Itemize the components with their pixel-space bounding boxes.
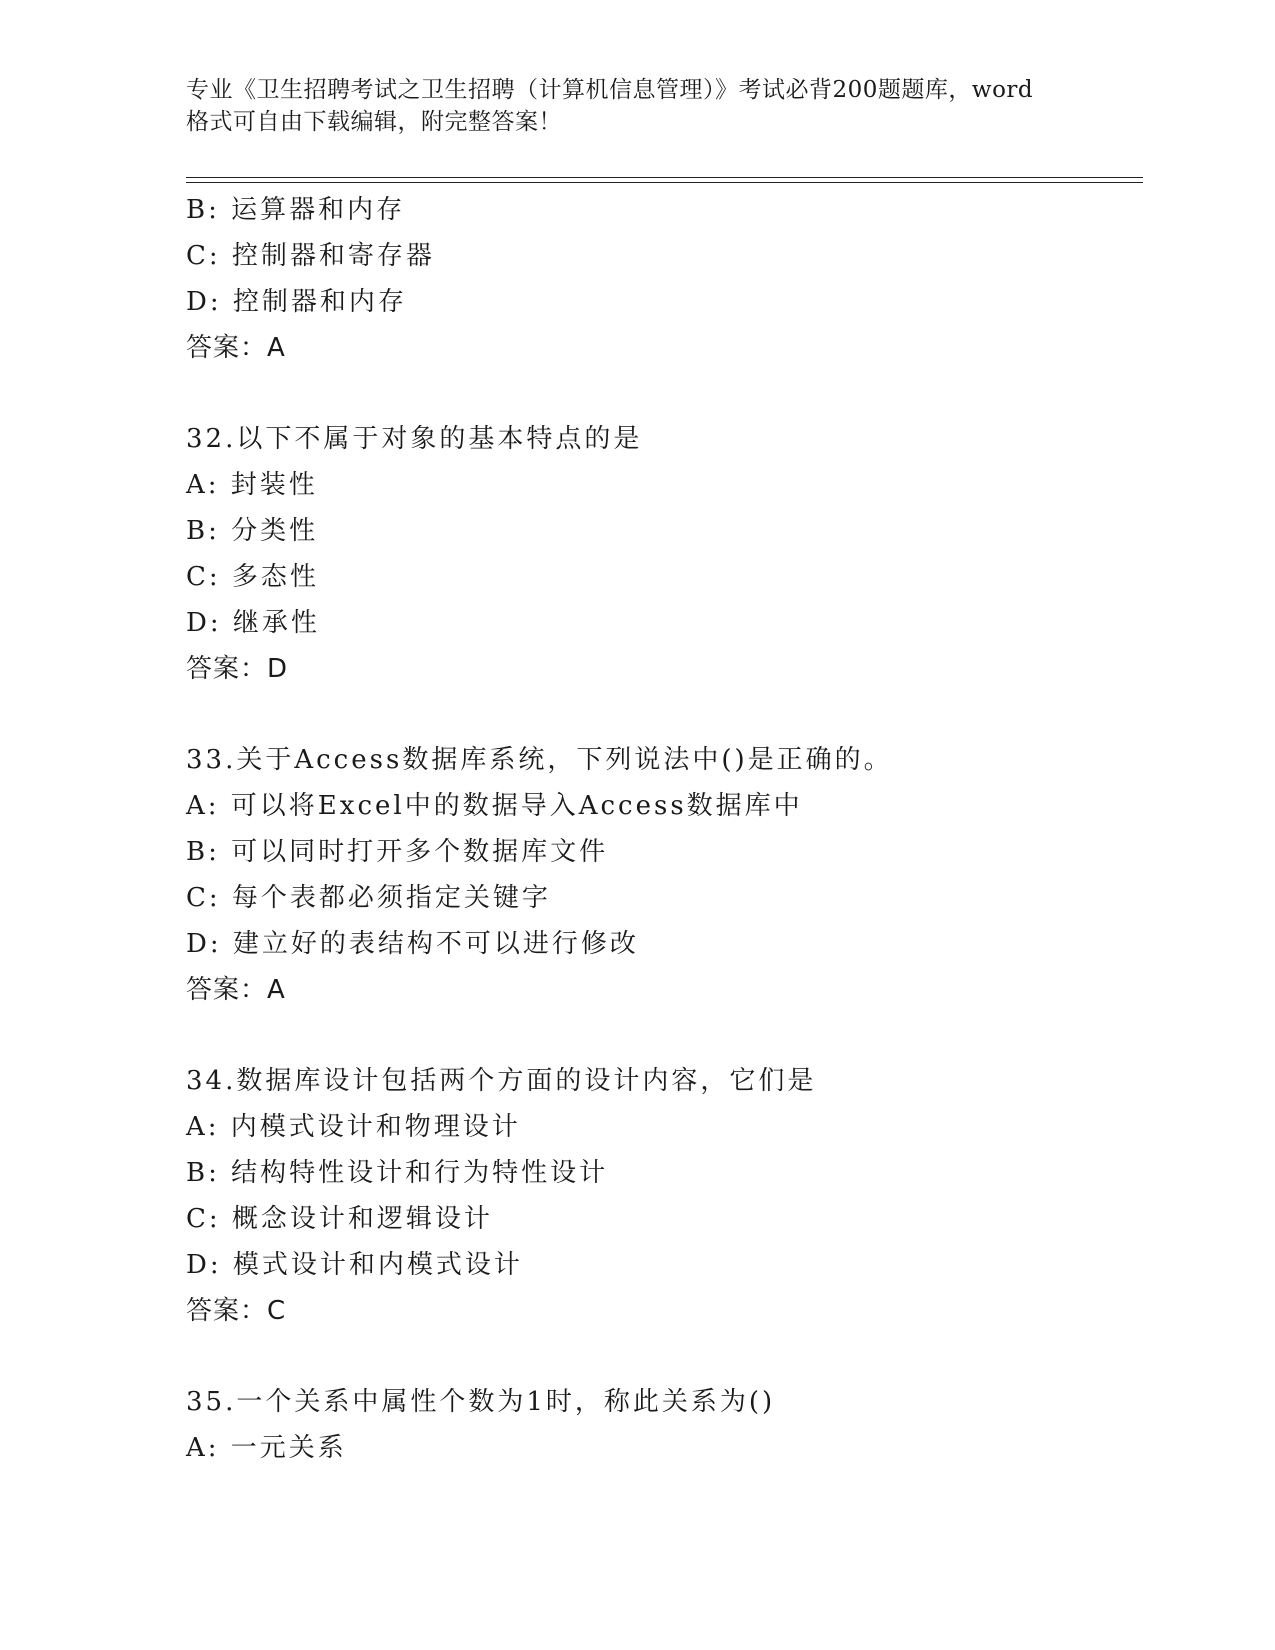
question-stem: 34.数据库设计包括两个方面的设计内容，它们是 <box>186 1066 817 1096</box>
option-b: B: 分类性 <box>186 516 319 546</box>
question-34 <box>186 1058 1146 1334</box>
option-a: A: 封装性 <box>186 470 318 500</box>
question-32 <box>186 416 1146 692</box>
option-d: D: 继承性 <box>186 608 320 638</box>
answer-line: 答案：D <box>186 654 289 684</box>
answer-line: 答案：A <box>186 975 286 1005</box>
answer-line: 答案：C <box>186 1296 287 1326</box>
question-stem: 33.关于Access数据库系统，下列说法中()是正确的。 <box>186 745 893 775</box>
document-header <box>186 74 1086 138</box>
header-divider-top <box>186 177 1143 178</box>
option-c: C: 控制器和寄存器 <box>186 241 435 271</box>
header-line-1: 专业《卫生招聘考试之卫生招聘（计算机信息管理）》考试必背200题题库，word <box>186 77 1034 103</box>
option-d: D: 控制器和内存 <box>186 287 407 317</box>
option-c: C: 概念设计和逻辑设计 <box>186 1204 493 1234</box>
option-b: B: 结构特性设计和行为特性设计 <box>186 1158 609 1188</box>
question-stem: 32.以下不属于对象的基本特点的是 <box>186 424 643 454</box>
option-d: D: 模式设计和内模式设计 <box>186 1250 523 1280</box>
option-a: A: 可以将Excel中的数据导入Access数据库中 <box>186 791 803 821</box>
option-b: B: 可以同时打开多个数据库文件 <box>186 837 609 867</box>
question-35 <box>186 1379 1146 1471</box>
question-list <box>186 187 1146 1471</box>
header-line-2: 格式可自由下载编辑，附完整答案！ <box>186 109 562 135</box>
option-c: C: 多态性 <box>186 562 319 592</box>
answer-line: 答案：A <box>186 333 286 363</box>
option-d: D: 建立好的表结构不可以进行修改 <box>186 929 639 959</box>
question-stem: 35.一个关系中属性个数为1时，称此关系为() <box>186 1387 776 1417</box>
option-a: A: 一元关系 <box>186 1433 347 1463</box>
option-b: B: 运算器和内存 <box>186 195 406 225</box>
header-divider-bottom <box>186 182 1143 183</box>
option-c: C: 每个表都必须指定关键字 <box>186 883 551 913</box>
question-31-continuation <box>186 187 1146 371</box>
question-33 <box>186 737 1146 1013</box>
option-a: A: 内模式设计和物理设计 <box>186 1112 521 1142</box>
